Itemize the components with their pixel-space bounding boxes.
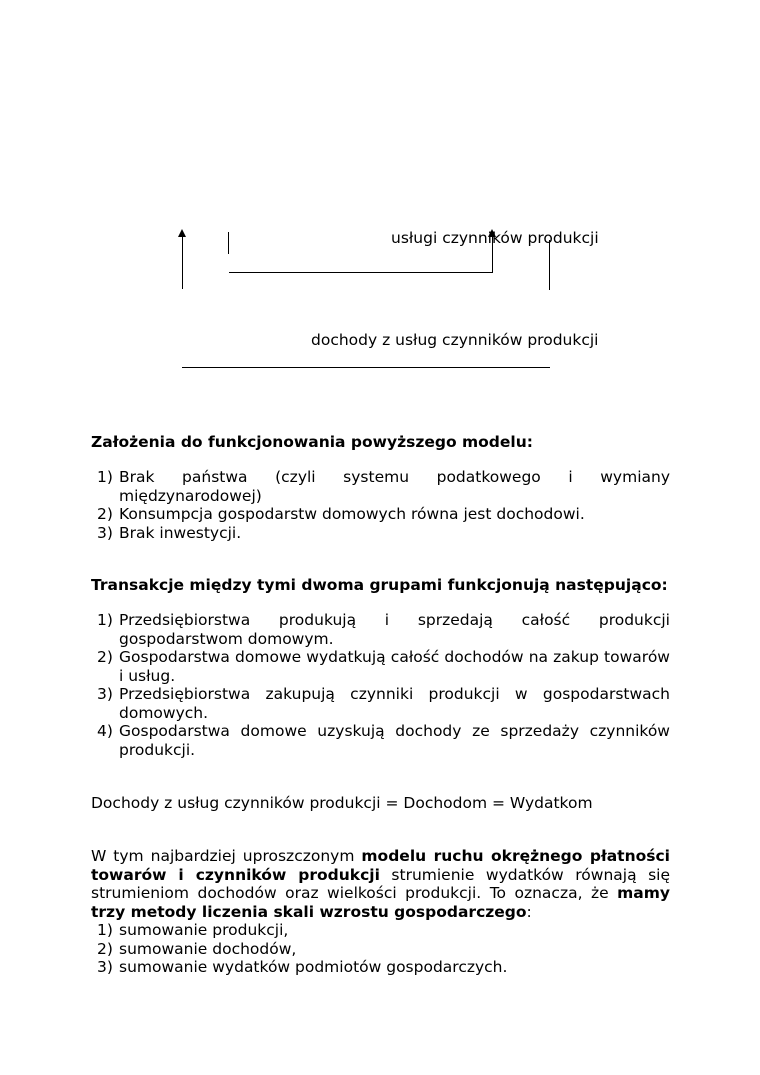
transactions-heading: Transakcje między tymi dwoma grupami funkcjonują następująco: xyxy=(91,576,668,594)
list-item xyxy=(91,940,670,959)
equation-line: Dochody z usług czynników produkcji = Dochodom = Wydatkom xyxy=(91,794,593,812)
list-item-number: 1) xyxy=(97,611,113,629)
list-item xyxy=(91,685,670,722)
right-vertical-line xyxy=(549,240,550,290)
list-item-number: 2) xyxy=(97,505,113,523)
list-item xyxy=(91,505,670,524)
list-item xyxy=(91,958,670,977)
list-item-text-first-line: Gospodarstwa domowe uzyskują dochody ze sprzedaży czynników xyxy=(119,722,670,740)
list-item xyxy=(91,722,670,759)
list-item xyxy=(91,468,670,505)
list-item-text-continuation: domowych. xyxy=(119,703,209,722)
list-item-text-first-line: Gospodarstwa domowe wydatkują całość dochodów na zakup towarów xyxy=(119,648,670,666)
assumptions-list xyxy=(91,468,670,542)
list-item-text: Brak inwestycji. xyxy=(119,523,242,542)
list-item-number: 1) xyxy=(97,468,113,486)
list-item-text: sumowanie wydatków podmiotów gospodarczych. xyxy=(119,958,508,976)
list-item xyxy=(91,648,670,685)
list-item-number: 1) xyxy=(97,921,113,939)
list-item-number: 2) xyxy=(97,939,113,958)
list-item-text-continuation: i usług. xyxy=(119,666,176,685)
income-flow-label: dochody z usług czynników produkcji xyxy=(311,331,599,349)
list-item-text-continuation: produkcji. xyxy=(119,740,196,759)
list-item-text-first-line: Przedsiębiorstwa produkują i sprzedają całość produkcji xyxy=(119,611,670,629)
list-item-text: sumowanie dochodów, xyxy=(119,939,297,958)
lower-flow-line xyxy=(182,367,550,368)
summary-bold-methods: mamy trzy metody liczenia skali wzrostu gospodarczego xyxy=(91,884,670,921)
summary-bold-model: modelu ruchu okrężnego płatności towarów i czynników produkcji xyxy=(91,847,670,884)
list-item xyxy=(91,611,670,648)
left-inner-tick xyxy=(228,232,229,254)
list-item xyxy=(91,524,670,543)
transactions-list xyxy=(91,611,670,759)
list-item-text-first-line: Przedsiębiorstwa zakupują czynniki produkcji w gospodarstwach xyxy=(119,685,670,703)
upper-flow-line xyxy=(229,272,493,273)
list-item-number: 4) xyxy=(97,722,113,740)
left-arrow-head-icon xyxy=(178,229,186,237)
list-item xyxy=(91,921,670,940)
summary-text-1: W tym najbardziej uproszczonym xyxy=(91,847,362,865)
services-flow-label: usługi czynników produkcji xyxy=(391,229,599,247)
summary-paragraph xyxy=(91,847,670,921)
list-item-text: Konsumpcja gospodarstw domowych równa jest dochodowi. xyxy=(119,505,585,523)
list-item-number: 2) xyxy=(97,648,113,666)
assumptions-heading: Założenia do funkcjonowania powyższego modelu: xyxy=(91,433,533,451)
summary-text-3: : xyxy=(526,902,532,921)
methods-list xyxy=(91,921,670,977)
list-item-text: sumowanie produkcji, xyxy=(119,921,289,939)
summary-text-2: strumienie wydatków równają się strumieniom dochodów oraz wielkości produkcji. To oznacza, że xyxy=(91,865,670,902)
list-item-text-continuation: międzynarodowej) xyxy=(119,486,262,505)
list-item-text-continuation: gospodarstwom domowym. xyxy=(119,629,334,648)
left-arrow-shaft xyxy=(182,236,183,289)
list-item-number: 3) xyxy=(97,685,113,703)
list-item-number: 3) xyxy=(97,958,113,976)
list-item-text-first-line: Brak państwa (czyli systemu podatkowego i wymiany xyxy=(119,468,670,486)
list-item-number: 3) xyxy=(97,523,113,542)
